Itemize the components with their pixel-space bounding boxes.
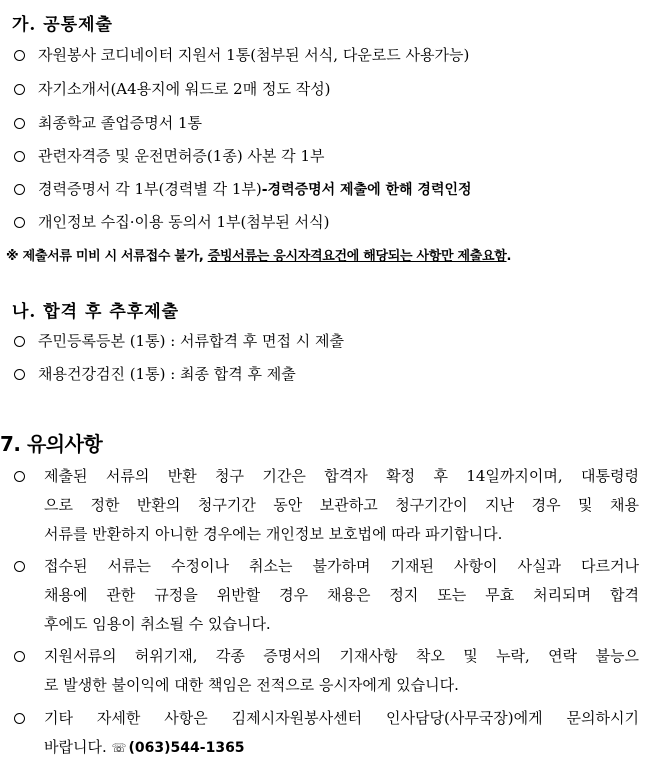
note-underlined: 증빙서류는 응시자격요건에 해당되는 사항만 제출요함 xyxy=(207,249,507,264)
circle-bullet-icon xyxy=(14,151,25,162)
section-a-heading: 가. 공통제출 xyxy=(12,15,113,35)
circle-bullet-icon xyxy=(14,217,25,228)
list-item xyxy=(14,78,639,100)
circle-bullet-icon xyxy=(14,651,25,662)
notice-paragraph xyxy=(14,704,639,763)
paragraph-line: 서류를 반환하지 아니한 경우에는 개인정보 보호법에 따라 파기합니다. xyxy=(44,525,503,543)
submission-note xyxy=(6,245,511,264)
note-prefix: ※ 제출서류 미비 시 서류접수 불가, xyxy=(6,249,208,264)
circle-bullet-icon xyxy=(14,713,25,724)
list-item xyxy=(14,145,639,167)
notice-paragraph xyxy=(14,642,639,700)
circle-bullet-icon xyxy=(14,118,25,129)
list-item-text: 자기소개서(A4용지에 워드로 2매 정도 작성) xyxy=(38,80,331,98)
section-7-heading: 7. 유의사항 xyxy=(0,432,103,456)
circle-bullet-icon xyxy=(14,184,25,195)
circle-bullet-icon xyxy=(14,561,25,572)
paragraph-line: 기타 자세한 사항은 김제시자원봉사센터 인사담당(사무국장)에게 문의하시기 xyxy=(44,709,639,727)
paragraph-line: 채용에 관한 규정을 위반할 경우 채용은 정지 또는 무효 처리되며 합격 xyxy=(44,586,639,604)
notice-paragraph xyxy=(14,462,639,549)
paragraph-line xyxy=(14,733,639,763)
paragraph-line: 후에도 임용이 취소될 수 있습니다. xyxy=(44,615,271,633)
note-suffix: . xyxy=(506,249,512,264)
phone-number: (063)544-1365 xyxy=(128,740,245,756)
circle-bullet-icon xyxy=(14,84,25,95)
list-item-text: 최종학교 졸업증명서 1통 xyxy=(38,114,202,132)
paragraph-line: 접수된 서류는 수정이나 취소는 불가하며 기재된 사항이 사실과 다르거나 xyxy=(44,557,639,575)
list-item-text: 자원봉사 코디네이터 지원서 1통(첨부된 서식, 다운로드 사용가능) xyxy=(38,46,470,64)
list-item xyxy=(14,178,639,201)
list-item-text: 개인정보 수집·이용 동의서 1부(첨부된 서식) xyxy=(38,213,330,231)
list-item xyxy=(14,211,639,233)
circle-bullet-icon xyxy=(14,336,25,347)
notice-paragraph xyxy=(14,552,639,639)
telephone-icon: ☏ xyxy=(111,741,127,755)
list-item-text: 주민등록등본 (1통) : 서류합격 후 면접 시 제출 xyxy=(38,332,345,350)
paragraph-line: 제출된 서류의 반환 청구 기간은 합격자 확정 후 14일까지이며, 대통령령 xyxy=(44,467,639,485)
list-item xyxy=(14,112,639,134)
circle-bullet-icon xyxy=(14,471,25,482)
circle-bullet-icon xyxy=(14,50,25,61)
list-item-text: 관련자격증 및 운전면허증(1종) 사본 각 1부 xyxy=(38,147,325,165)
section-b-heading: 나. 합격 후 추후제출 xyxy=(12,302,180,322)
list-item xyxy=(14,363,639,385)
list-item xyxy=(14,330,639,352)
circle-bullet-icon xyxy=(14,369,25,380)
paragraph-line: 지원서류의 허위기재, 각종 증명서의 기재사항 착오 및 누락, 연락 불능으 xyxy=(44,647,639,665)
career-note-bold: -경력증명서 제출에 한해 경력인정 xyxy=(261,182,472,198)
paragraph-line-text: 바랍니다. xyxy=(44,738,107,756)
list-item xyxy=(14,44,639,66)
paragraph-line: 로 발생한 불이익에 대한 책임은 전적으로 응시자에게 있습니다. xyxy=(44,676,459,694)
list-item-text: 채용건강검진 (1통) : 최종 합격 후 제출 xyxy=(38,365,296,383)
paragraph-line: 으로 정한 반환의 청구기간 동안 보관하고 청구기간이 지난 경우 및 채용 xyxy=(44,496,639,514)
list-item-text: 경력증명서 각 1부(경력별 각 1부) xyxy=(38,180,262,198)
